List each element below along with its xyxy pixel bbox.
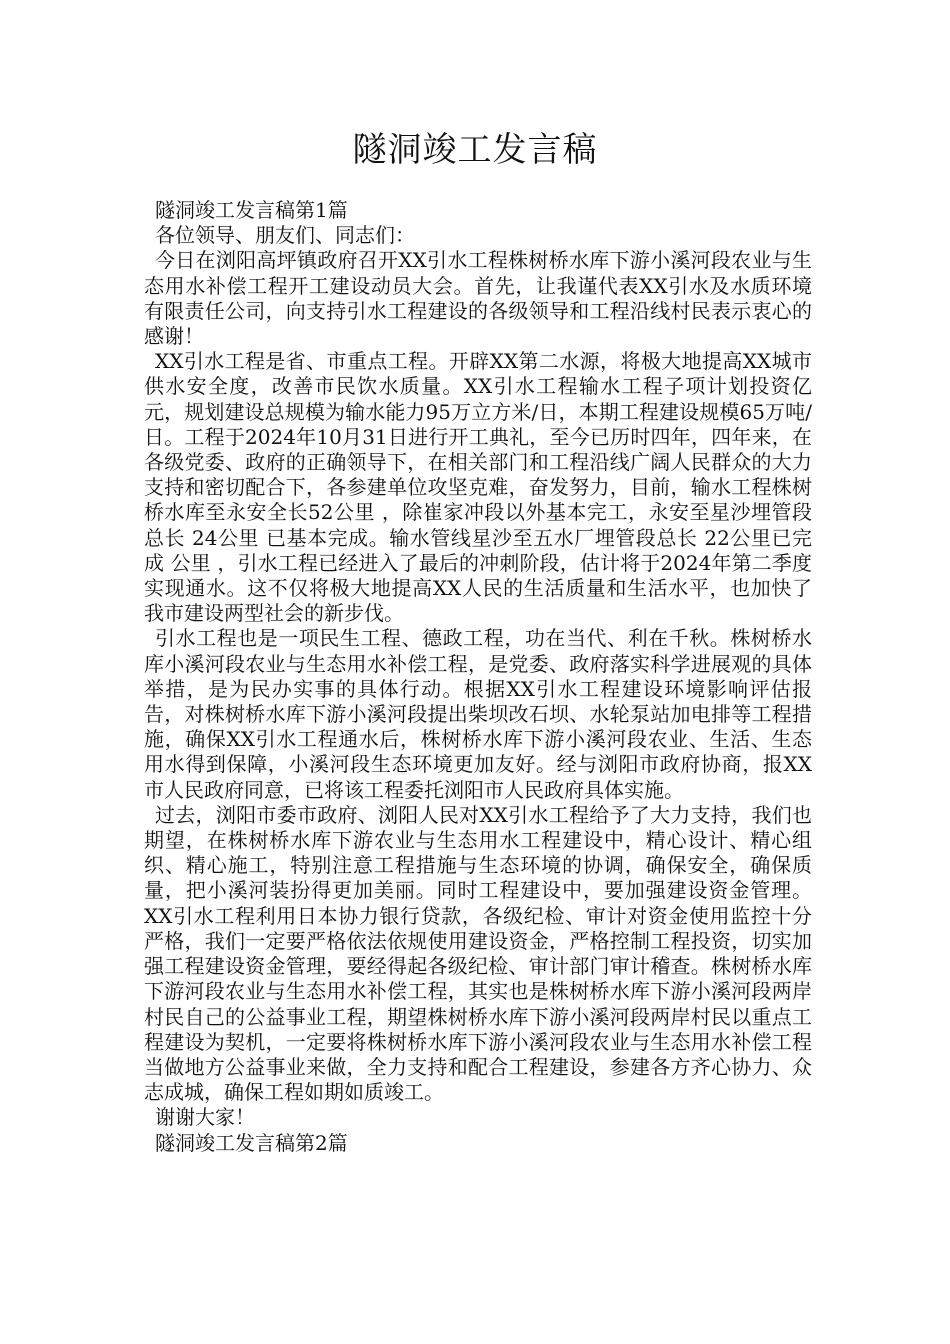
paragraph-intro: 今日在浏阳高坪镇政府召开XX引水工程株树桥水库下游小溪河段农业与生态用水补偿工程开工建设动员大会。首先，让我谨代表XX引水及水质环境有限责任公司，向支持引水工程建设的各级领导和工程沿线村民表示衷心的感谢！ — [144, 248, 812, 349]
closing-thanks: 谢谢大家！ — [155, 1105, 255, 1130]
section-heading-1: 隧洞竣工发言稿第1篇 — [155, 198, 348, 222]
salutation: 各位领导、朋友们、同志们： — [155, 223, 415, 248]
section-heading-2: 隧洞竣工发言稿第2篇 — [155, 1130, 348, 1155]
document-title: 隧洞竣工发言稿 — [352, 130, 598, 170]
paragraph-livelihood-project: 引水工程也是一项民生工程、德政工程，功在当代、利在千秋。株树桥水库小溪河段农业与生态用水补偿工程，是党委、政府落实科学进展观的具体举措，是为民办实事的具体行动。根据XX引水工程建设环境影响评估报告，对株树桥水库下游小溪河段提出柴坝改石坝、水轮泵站加电排等工程措施，确保XX引水工程通水后，株树桥水库下游小溪河段农业、生活、生态用水得到保障，小溪河段生态环境更加友好。经与浏阳市政府协商，报XX市人民政府同意，已将该工程委托浏阳市人民政府具体实施。 — [144, 626, 812, 802]
document-body — [144, 198, 812, 1156]
paragraph-expectations: 过去，浏阳市委市政府、浏阳人民对XX引水工程给予了大力支持，我们也期望，在株树桥水库下游农业与生态用水工程建设中，精心设计、精心组织、精心施工，特别注意工程措施与生态环境的协调，确保安全，确保质量，把小溪河装扮得更加美丽。同时工程建设中，要加强建设资金管理。XX引水工程利用日本协力银行贷款，各级纪检、审计对资金使用监控十分严格，我们一定要严格依法依规使用建设资金，严格控制工程投资，切实加强工程建设资金管理，要经得起各级纪检、审计部门审计稽查。株树桥水库下游河段农业与生态用水补偿工程，其实也是株树桥水库下游小溪河段两岸村民自己的公益事业工程，期望株树桥水库下游小溪河段两岸村民以重点工程建设为契机，一定要将株树桥水库下游小溪河段农业与生态用水补偿工程当做地方公益事业来做，全力支持和配合工程建设，参建各方齐心协力、众志成城，确保工程如期如质竣工。 — [144, 802, 812, 1105]
paragraph-project-progress: XX引水工程是省、市重点工程。开辟XX第二水源，将极大地提高XX城市供水安全度，改善市民饮水质量。XX引水工程输水工程子项计划投资亿元，规划建设总规模为输水能力95万立方米/日，本期工程建设规模65万吨/日。工程于2024年10月31日进行开工典礼，至今已历时四年，四年来，在各级党委、政府的正确领导下，在相关部门和工程沿线广阔人民群众的大力支持和密切配合下，各参建单位攻坚克难，奋发努力，目前，输水工程株树桥水库至永安全长52公里 ，除崔家冲段以外基本完工，永安至星沙埋管段总长 24公里 已基本完成。输水管线星沙至五水厂埋管段总长 22公里已完成 公里 ，引水工程已经进入了最后的冲刺阶段，估计将于2024年第二季度实现通水。这不仅将极大地提高XX人民的生活质量和生活水平，也加快了我市建设两型社会的新步伐。 — [144, 349, 812, 626]
